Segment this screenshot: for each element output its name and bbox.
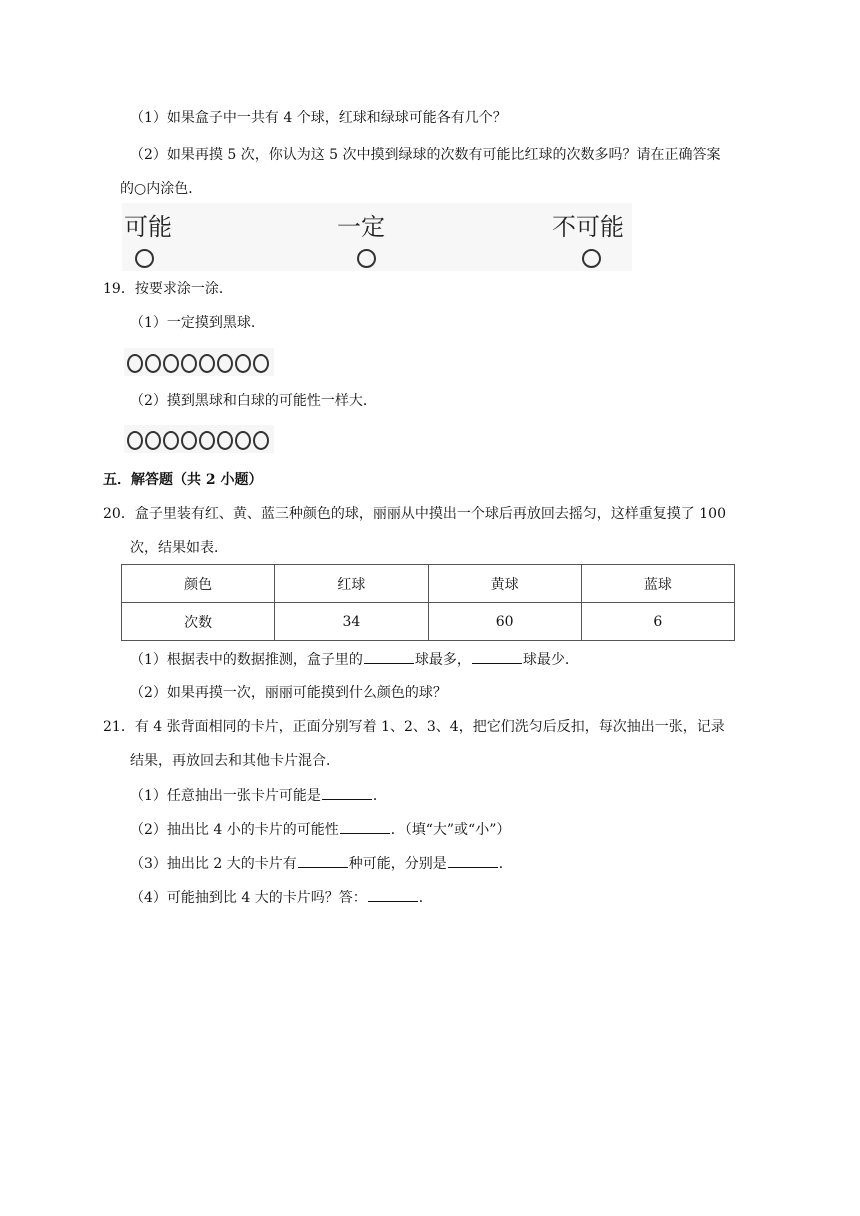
option-label-impossible: 不可能: [552, 213, 624, 241]
option-label-possible: 可能: [124, 213, 172, 241]
q21-part1: [130, 785, 387, 806]
q20-line1: 20．盒子里装有红、黄、蓝三种颜色的球，丽丽从中摸出一个球后再放回去摇匀，这样重复摸了 100: [103, 506, 726, 522]
table-cell: 颜色: [122, 565, 275, 603]
table-row: [122, 603, 735, 641]
option-circle-certain[interactable]: [357, 249, 376, 268]
q20-part1-text-c: 球最少．: [522, 652, 579, 668]
answer-blank[interactable]: [448, 853, 498, 868]
q18-part1: （1）如果盒子中一共有 4 个球，红球和绿球可能各有几个？: [130, 110, 507, 126]
table-cell: 60: [428, 603, 581, 641]
q21-part3-text-b: 种可能，分别是: [348, 856, 447, 872]
answer-blank[interactable]: [340, 819, 390, 834]
q21-line1: 21．有 4 张背面相同的卡片，正面分别写着 1、2、3、4，把它们洗匀后反扣，每次抽出一张，记录: [103, 719, 725, 735]
ball[interactable]: [127, 431, 143, 450]
q18-part2-line1: （2）如果再摸 5 次，你认为这 5 次中摸到绿球的次数有可能比红球的次数多吗？请在正确答案: [130, 147, 721, 163]
option-label-certain: 一定: [337, 213, 385, 241]
answer-blank[interactable]: [364, 649, 414, 664]
q21-part3: [130, 853, 513, 874]
answer-blank[interactable]: [298, 853, 348, 868]
answer-blank[interactable]: [322, 785, 372, 800]
table-cell: 6: [581, 603, 734, 641]
answer-options-image: [122, 203, 632, 271]
results-table: [121, 564, 735, 641]
q21-part2-text-a: （2）抽出比 4 小的卡片的可能性: [130, 822, 339, 838]
ball[interactable]: [199, 431, 215, 450]
table-row: [122, 565, 735, 603]
ball[interactable]: [199, 354, 215, 373]
ball[interactable]: [235, 354, 251, 373]
q20-line2: 次，结果如表．: [130, 540, 228, 556]
table-cell: 红球: [275, 565, 428, 603]
ball[interactable]: [217, 431, 233, 450]
q21-part4-text-a: （4）可能抽到比 4 大的卡片吗？答：: [130, 890, 367, 906]
ball[interactable]: [253, 431, 269, 450]
q21-part2-text-b: ．（填“大”或“小”）: [390, 822, 511, 838]
q21-line2: 结果，再放回去和其他卡片混合．: [130, 753, 340, 769]
answer-blank[interactable]: [472, 649, 522, 664]
option-circle-impossible[interactable]: [582, 249, 601, 268]
q21-part1-text-b: ．: [372, 788, 387, 804]
q21-part4: [130, 887, 433, 908]
q21-part3-text-a: （3）抽出比 2 大的卡片有: [130, 856, 297, 872]
ball-row-1: [124, 348, 274, 376]
q20-part1: [130, 649, 579, 670]
ball[interactable]: [217, 354, 233, 373]
q21-part1-text-a: （1）任意抽出一张卡片可能是: [130, 788, 321, 804]
q21-part3-text-c: ．: [498, 856, 513, 872]
ball[interactable]: [127, 354, 143, 373]
q20-part1-text-b: 球最多，: [414, 652, 471, 668]
ball[interactable]: [163, 431, 179, 450]
ball[interactable]: [163, 354, 179, 373]
table-cell: 次数: [122, 603, 275, 641]
table-cell: 34: [275, 603, 428, 641]
ball[interactable]: [235, 431, 251, 450]
ball[interactable]: [145, 431, 161, 450]
ball[interactable]: [253, 354, 269, 373]
ball[interactable]: [181, 354, 197, 373]
ball[interactable]: [145, 354, 161, 373]
ball-row-2: [124, 425, 274, 453]
section-title: 五．解答题（共 2 小题）: [103, 472, 263, 488]
ball[interactable]: [181, 431, 197, 450]
table-cell: 蓝球: [581, 565, 734, 603]
q21-part4-text-b: ．: [418, 890, 433, 906]
q21-part2: [130, 819, 510, 840]
option-circle-possible[interactable]: [135, 249, 154, 268]
q20-part2: （2）如果再摸一次，丽丽可能摸到什么颜色的球？: [130, 685, 447, 701]
answer-blank[interactable]: [368, 887, 418, 902]
q19-part2: （2）摸到黑球和白球的可能性一样大．: [130, 393, 377, 409]
q18-part2-line2: 的○内涂色．: [120, 181, 203, 197]
q19-part1: （1）一定摸到黑球．: [130, 315, 265, 331]
table-cell: 黄球: [428, 565, 581, 603]
q20-part1-text-a: （1）根据表中的数据推测，盒子里的: [130, 652, 363, 668]
q19-title: 19．按要求涂一涂．: [103, 281, 233, 297]
